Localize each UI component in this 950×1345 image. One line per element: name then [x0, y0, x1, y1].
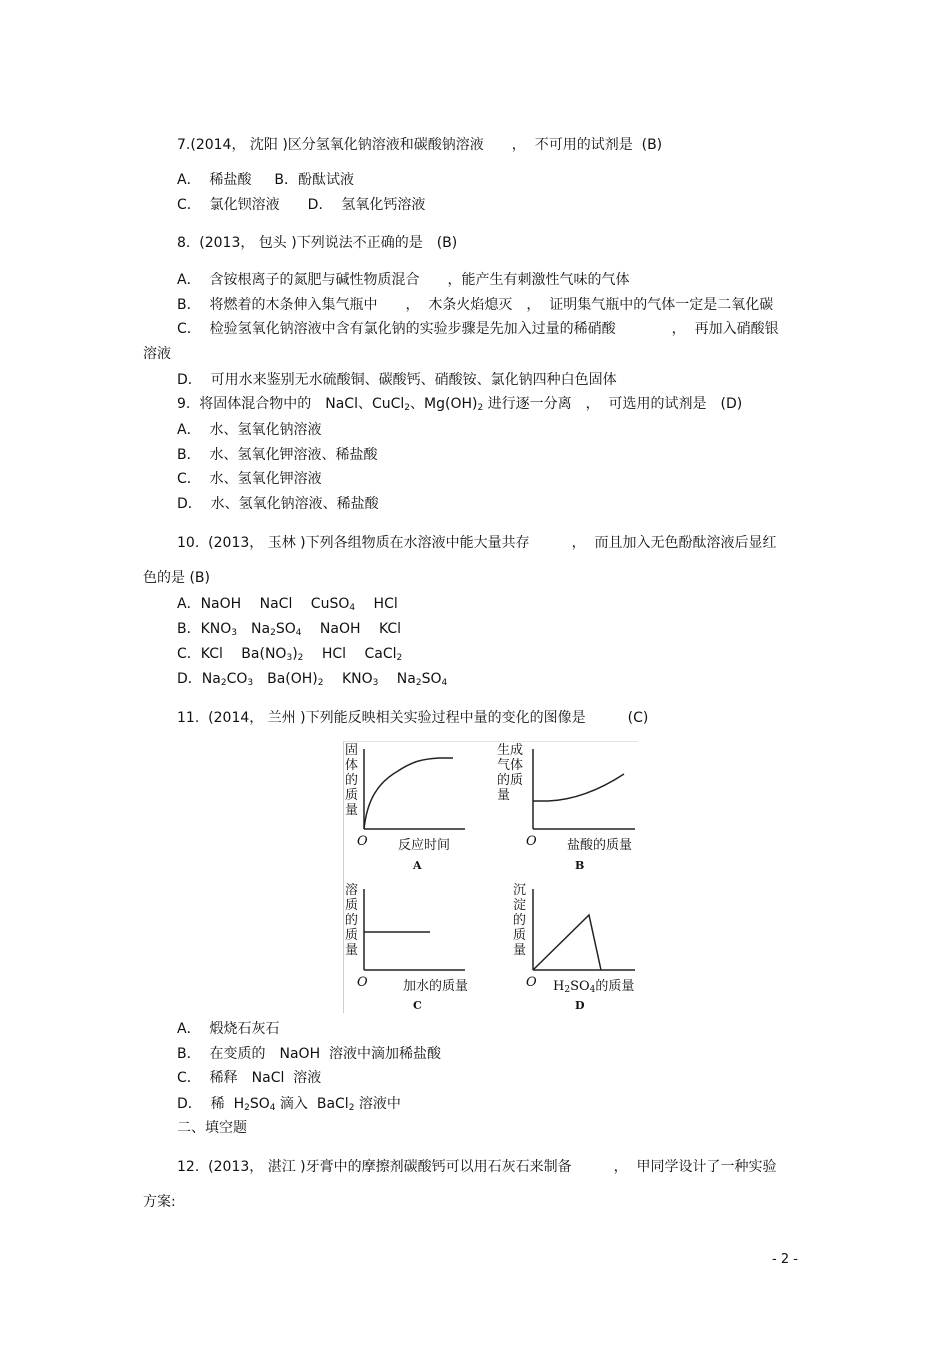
graph-b-origin: O: [526, 834, 537, 849]
graph-b-ylabel: 生成气体的质量: [497, 743, 524, 803]
graph-a-axes: [364, 749, 465, 829]
q7-stem: 7.(2014， 沈阳 )区分氢氧化钠溶液和碳酸钠溶液 ， 不可用的试剂是 (B): [177, 137, 663, 153]
q12-stem: 12. (2013， 湛江 )牙膏中的摩擦剂碳酸钙可以用石灰石来制备 ， 甲同学设计了一种实验: [177, 1159, 777, 1175]
graph-a-curve: [364, 758, 453, 829]
q8-option-d: D． 可用水来鉴别无水硫酸铜、碳酸钙、硝酸铵、氯化钠四种白色固体: [177, 372, 617, 388]
q9-option-b: B． 水、氢氧化钾溶液、稀盐酸: [177, 447, 378, 463]
graph-c-caption: C: [413, 999, 422, 1012]
graph-d-ylabel: 沉淀的质量: [513, 883, 527, 958]
graph-a-caption: A: [413, 859, 422, 872]
graph-c-xlabel: 加水的质量: [403, 979, 469, 994]
graph-c-axes: [364, 889, 465, 970]
q10-option-c: C．KCl $Ba(NO_3)_2$ HCl CaCl$_2$: [177, 646, 403, 663]
q7-options-cd: C． 氯化钡溶液 D． 氢氧化钙溶液: [177, 197, 426, 213]
section-heading: 二、填空题: [177, 1120, 247, 1136]
q11-option-c: C． 稀释 NaCl 溶液: [177, 1070, 322, 1086]
graph-c-ylabel: 溶质的质量: [345, 883, 359, 958]
q8-option-c-cont: 溶液: [143, 346, 171, 362]
q11-option-b: B． 在变质的 NaOH 溶液中滴加稀盐酸: [177, 1046, 442, 1062]
q8-option-c: C． 检验氢氧化钠溶液中含有氯化钠的实验步骤是先加入过量的稀硝酸 ， 再加入硝酸银: [177, 321, 779, 337]
graphs-svg: [343, 741, 638, 1013]
q10-option-d: D．$Na_2CO_3$ $Ba(OH)_2$ $KNO_3$ $Na_2SO_4$: [177, 671, 448, 688]
q10-stem: 10. (2013， 玉林 )下列各组物质在水溶液中能大量共存 ， 而且加入无色酚酞溶液后显红: [177, 535, 777, 551]
q9-option-d: D． 水、氢氧化钠溶液、稀盐酸: [177, 496, 379, 512]
graph-b-caption: B: [575, 859, 585, 872]
q9-option-a: A． 水、氢氧化钠溶液: [177, 422, 322, 438]
graph-d-curve: [533, 915, 601, 970]
q8-option-b: B． 将燃着的木条伸入集气瓶中 ， 木条火焰熄灭 ， 证明集气瓶中的气体一定是二氧化碳: [177, 297, 774, 313]
q9-stem: 9. 将固体混合物中的 NaCl、CuCl$_2$、$Mg(OH)_2$ 进行逐一分离 ， 可选用的试剂是 (D): [177, 396, 743, 413]
q8-stem: 8. (2013， 包头 )下列说法不正确的是 (B): [177, 235, 458, 251]
graph-a-origin: O: [357, 834, 368, 849]
q11-option-d: D． 稀 $H_2SO_4$ 滴入 BaCl$_2$ 溶液中: [177, 1096, 401, 1113]
graph-b-axes: [533, 749, 635, 829]
graph-b-xlabel: 盐酸的质量: [567, 838, 633, 853]
q10-stem-cont: 色的是 (B): [143, 570, 210, 586]
graph-a-xlabel: 反应时间: [398, 838, 451, 853]
q11-figure: [343, 741, 638, 1013]
page-number: - 2 -: [772, 1252, 798, 1267]
q11-stem: 11. (2014， 兰州 )下列能反映相关实验过程中量的变化的图像是 (C): [177, 710, 649, 726]
graph-b-curve: [533, 774, 624, 801]
q10-option-b: B．$KNO_3$ $Na_2SO_4$ NaOH KCl: [177, 621, 402, 638]
q8-option-a: A． 含铵根离子的氮肥与碱性物质混合 ，能产生有刺激性气味的气体: [177, 272, 630, 288]
graph-d-origin: O: [526, 975, 537, 990]
graph-a-ylabel: 固体的质量: [345, 743, 359, 818]
graph-d-axes: [533, 889, 635, 970]
q7-options-ab: A． 稀盐酸 B．酚酞试液: [177, 172, 354, 188]
q9-option-c: C． 水、氢氧化钾溶液: [177, 471, 322, 487]
graph-d-caption: D: [575, 999, 585, 1012]
graph-d-xlabel: $H_2SO_4$的质量: [553, 979, 635, 995]
q10-option-a: A．NaOH NaCl CuSO$_4$ HCl: [177, 596, 398, 613]
q11-option-a: A． 煅烧石灰石: [177, 1021, 280, 1037]
graph-c-origin: O: [357, 975, 368, 990]
q12-stem-cont: 方案:: [143, 1194, 176, 1210]
